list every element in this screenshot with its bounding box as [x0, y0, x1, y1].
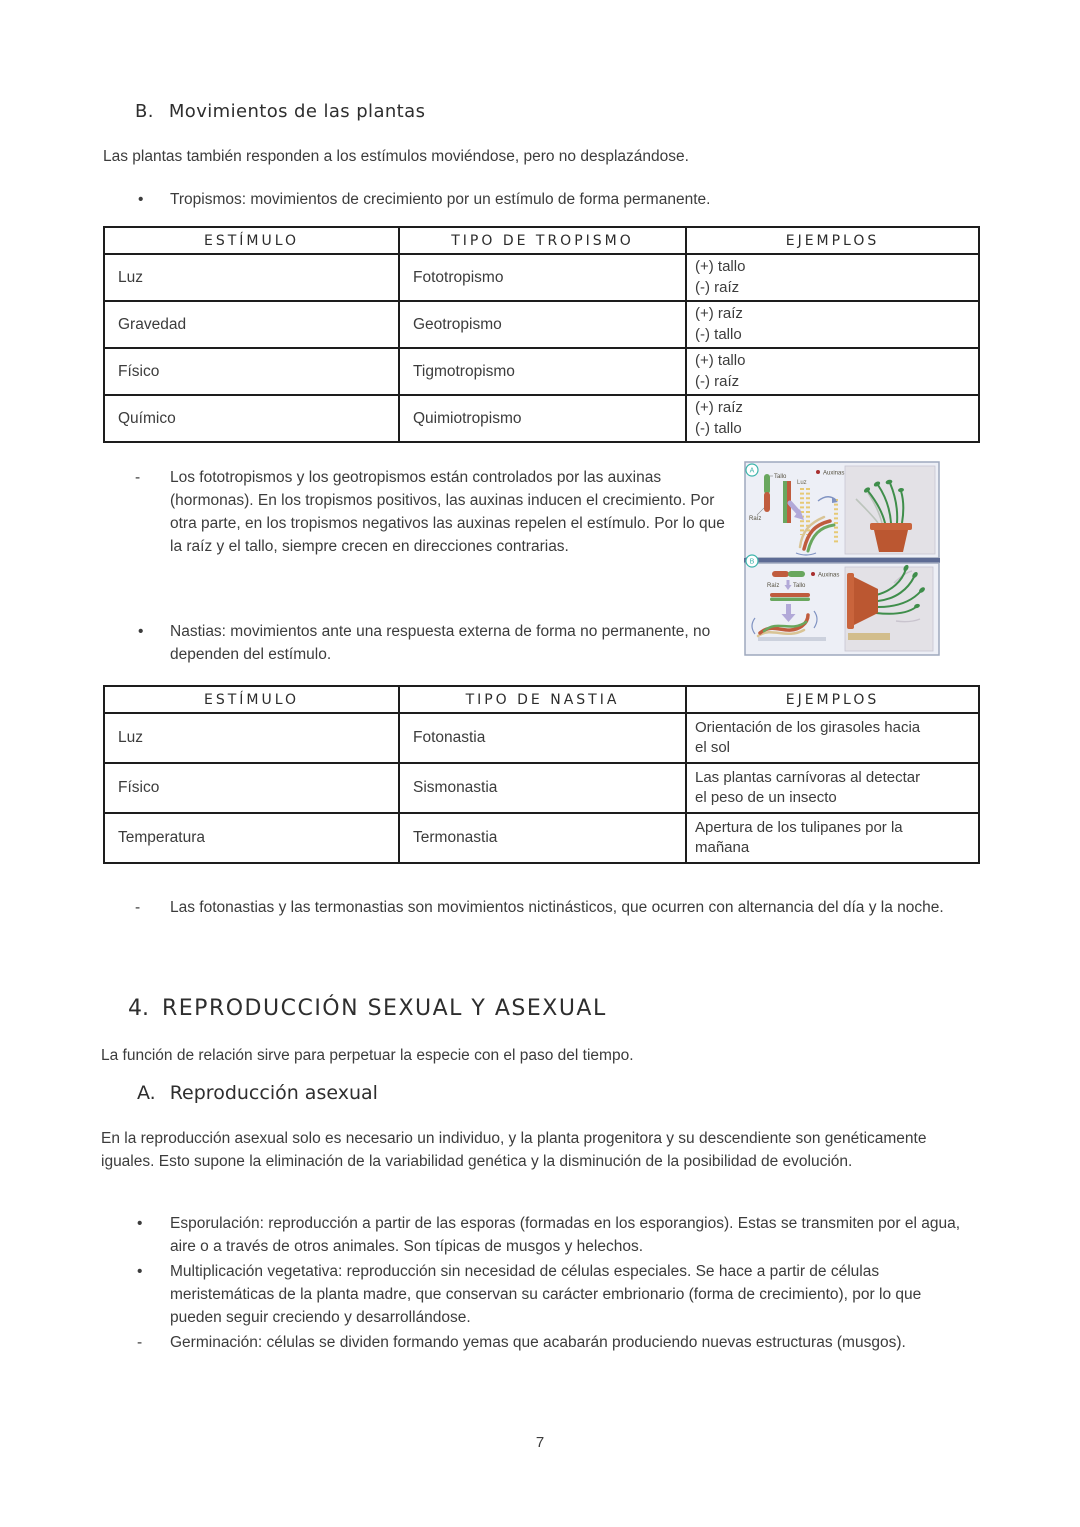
column-header-estimulo: ESTÍMULO [104, 686, 399, 713]
heading-title: REPRODUCCIÓN SEXUAL Y ASEXUAL [162, 996, 607, 1021]
table-row [104, 395, 979, 442]
list-item-esporulacion [137, 1212, 970, 1258]
cell-estimulo: Temperatura [104, 813, 399, 863]
bullet-marker: • [138, 191, 144, 208]
table-row [104, 813, 979, 863]
nastias-table [103, 685, 980, 864]
cell-ejemplos: Orientación de los girasoles hacia el sol [686, 713, 979, 763]
bullet-marker: • [138, 623, 144, 640]
label-auxinas: Auxinas [823, 470, 845, 477]
cell-ejemplos [686, 395, 979, 442]
heading-reproduccion [128, 996, 607, 1021]
ejemplo-line: (+) tallo [695, 258, 746, 275]
tropismos-table [103, 226, 980, 443]
auxin-dot-icon [811, 572, 815, 576]
paragraph-asexual: En la reproducción asexual solo es necesario un individuo, y la planta progenitora y su descendiente son genéticamente iguales. Esto supone la eliminación de la variabilidad genética y la disminución de la posibilidad de evolución. [101, 1130, 927, 1170]
auxins-tropism-figure-image [744, 461, 940, 657]
heading-letter: B. [135, 101, 154, 122]
cell-tipo: Fotonastia [399, 713, 686, 763]
ejemplo-line: (+) raíz [695, 399, 743, 416]
heading-title: Movimientos de las plantas [168, 101, 426, 122]
ejemplo-line: (-) tallo [695, 419, 742, 437]
bullet-marker: • [137, 1215, 143, 1232]
ejemplo-line: (-) raíz [695, 278, 740, 296]
list-item-multiplicacion [137, 1260, 970, 1329]
dash-marker: - [135, 469, 141, 486]
cell-estimulo: Químico [104, 395, 399, 442]
table-header-row [104, 227, 979, 254]
list-item-auxinas [135, 466, 728, 558]
panel-a-label: A [749, 467, 755, 475]
cell-estimulo: Gravedad [104, 301, 399, 348]
cell-ejemplos [686, 254, 979, 301]
cell-ejemplos: Apertura de los tulipanes por la mañana [686, 813, 979, 863]
table-row [104, 254, 979, 301]
column-header-ejemplos: EJEMPLOS [686, 686, 979, 713]
table-row [104, 348, 979, 395]
cell-estimulo: Luz [104, 713, 399, 763]
list-item-text: Las fotonastias y las termonastias son movimientos nictinásticos, que ocurren con alternancia del día y la noche. [170, 899, 944, 916]
list-item-text: Los fototropismos y los geotropismos están controlados por las auxinas (hormonas). En los tropismos positivos, las auxinas inducen el crecimiento. Por otra parte, en los tropismos negativos las auxinas repelen el estímulo. Por lo que la raíz y el tallo, siempre crecen en direcciones contrarias. [170, 469, 725, 555]
label-auxinas-b: Auxinas [818, 572, 840, 579]
list-item-text: Nastias: movimientos ante una respuesta externa de forma no permanente, no dependen del estímulo. [170, 623, 711, 663]
paragraph-intro-movimientos: Las plantas también responden a los estímulos moviéndose, pero no desplazándose. [103, 148, 689, 165]
list-item-text: Multiplicación vegetativa: reproducción sin necesidad de células especiales. Se hace a partir de células meristemáticas de la planta madre, que conservan su carácter embrionario (forma de crecimiento), por lo que pueden seguir creciendo y desarrollándose. [170, 1263, 922, 1326]
asexual-list [137, 1212, 970, 1356]
label-luz: Luz [797, 480, 807, 486]
paragraph-intro-relacion: La función de relación sirve para perpetuar la especie con el paso del tiempo. [101, 1047, 634, 1064]
column-header-estimulo: ESTÍMULO [104, 227, 399, 254]
cell-ejemplos [686, 348, 979, 395]
list-item-text: Germinación: células se dividen formando yemas que acabarán produciendo nuevas estructuras (musgos). [170, 1334, 906, 1351]
cell-estimulo: Físico [104, 763, 399, 813]
panel-b-label: B [749, 558, 755, 566]
cell-tipo: Sismonastia [399, 763, 686, 813]
bullet-marker: • [137, 1263, 143, 1280]
heading-movimientos-plantas [135, 101, 425, 122]
label-raiz: Raíz [749, 516, 762, 522]
heading-reproduccion-asexual [137, 1082, 378, 1104]
table-row [104, 713, 979, 763]
heading-title: Reproducción asexual [169, 1082, 378, 1104]
ejemplo-line: (+) raíz [695, 305, 743, 322]
list-item-text: Tropismos: movimientos de crecimiento por un estímulo de forma permanente. [170, 191, 711, 208]
heading-letter: A. [137, 1082, 156, 1104]
dash-marker: - [137, 1334, 143, 1351]
column-header-ejemplos: EJEMPLOS [686, 227, 979, 254]
cell-estimulo: Físico [104, 348, 399, 395]
cell-tipo: Geotropismo [399, 301, 686, 348]
table-header-row [104, 686, 979, 713]
list-item-germinacion [137, 1331, 970, 1354]
label-raiz-b: Raíz [767, 583, 780, 589]
label-tallo: Tallo [774, 474, 787, 480]
ejemplo-line: (-) raíz [695, 372, 740, 390]
cell-estimulo: Luz [104, 254, 399, 301]
cell-tipo: Quimiotropismo [399, 395, 686, 442]
heading-number: 4. [128, 996, 149, 1021]
table-row [104, 763, 979, 813]
cell-tipo: Termonastia [399, 813, 686, 863]
column-header-tipo: TIPO DE TROPISMO [399, 227, 686, 254]
cell-ejemplos: Las plantas carnívoras al detectar el peso de un insecto [686, 763, 979, 813]
cell-tipo: Tigmotropismo [399, 348, 686, 395]
label-tallo-b: Tallo [793, 583, 806, 589]
list-item-nastias [138, 620, 728, 666]
column-header-tipo: TIPO DE NASTIA [399, 686, 686, 713]
page-number: 7 [535, 1434, 545, 1451]
figure-panel-a [745, 462, 939, 558]
table-row [104, 301, 979, 348]
cell-tipo: Fototropismo [399, 254, 686, 301]
list-item-tropismos [138, 188, 918, 211]
cell-ejemplos [686, 301, 979, 348]
ejemplo-line: (+) tallo [695, 352, 746, 369]
dash-marker: - [135, 899, 141, 916]
auxin-dot-icon [816, 470, 820, 474]
list-item-text: Esporulación: reproducción a partir de las esporas (formadas en los esporangios). Estas se transmiten por el agua, aire o a través de otros animales. Son típicas de musgos y helechos. [170, 1215, 961, 1255]
ejemplo-line: (-) tallo [695, 325, 742, 343]
list-item-nictinasticos [135, 896, 970, 919]
figure-panel-b [745, 555, 939, 655]
